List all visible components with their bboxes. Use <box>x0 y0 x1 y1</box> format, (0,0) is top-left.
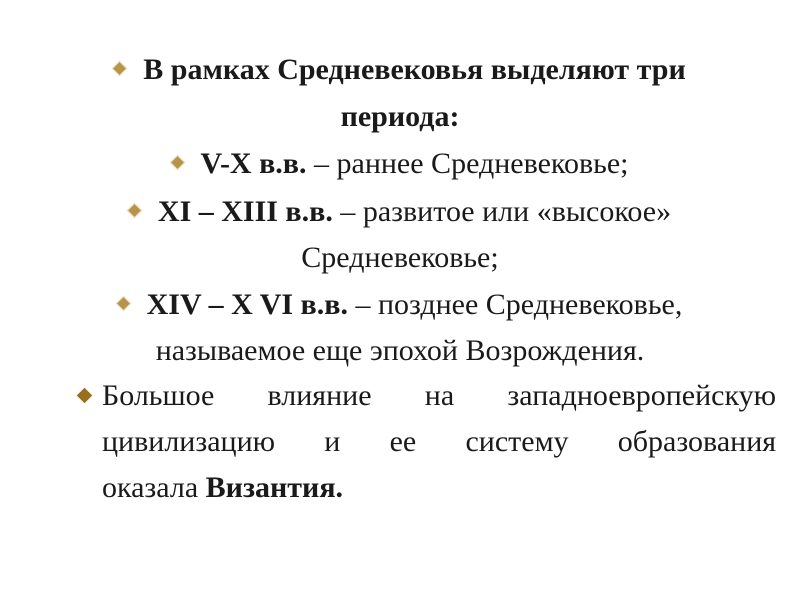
period-2-desc-2: Средневековье; <box>301 241 499 274</box>
main-word: и <box>324 425 341 458</box>
period-2-range: XI – XIII в.в. <box>157 195 333 228</box>
byzantium-text: Византия. <box>205 471 344 504</box>
period-2-desc-1: – развитое или «высокое» <box>332 195 672 228</box>
main-word: влияние <box>267 379 372 412</box>
intro-text-1: В рамках Средневековья выделяют три <box>143 53 686 86</box>
period-1-desc: – раннее Средневековье; <box>306 147 629 180</box>
intro-line-2 <box>0 99 800 135</box>
main-word: западноевропейскую <box>507 379 777 412</box>
intro-text-2: периода: <box>340 100 460 133</box>
main-word: на <box>424 379 455 412</box>
main-diamond-bullet-icon <box>77 388 93 404</box>
main-line-3-text: оказала <box>102 471 206 504</box>
period-2-line-2 <box>0 240 800 276</box>
diamond-bullet-icon <box>169 155 185 171</box>
period-3-line-2 <box>0 333 800 369</box>
diamond-bullet-icon <box>112 61 128 77</box>
diamond-bullet-icon <box>127 203 143 219</box>
main-word: Большое <box>102 379 215 412</box>
main-word: ее <box>389 425 417 458</box>
period-1-range: V-X в.в. <box>200 147 307 180</box>
period-3-desc-1: – позднее Средневековье, <box>347 288 683 321</box>
period-3-range: XIV – X VI в.в. <box>146 288 348 321</box>
main-line-3 <box>102 470 343 506</box>
period-2-line-1 <box>0 194 800 230</box>
period-1-line <box>0 146 800 182</box>
diamond-bullet-icon <box>115 296 131 312</box>
intro-line-1 <box>0 52 800 88</box>
main-word: цивилизацию <box>102 425 276 458</box>
main-line-2 <box>102 424 776 460</box>
period-3-desc-2: называемое еще эпохой Возрождения. <box>155 334 645 367</box>
main-line-1 <box>102 378 776 414</box>
period-3-line-1 <box>0 287 800 323</box>
main-word: образования <box>617 425 777 458</box>
main-word: систему <box>465 425 569 458</box>
